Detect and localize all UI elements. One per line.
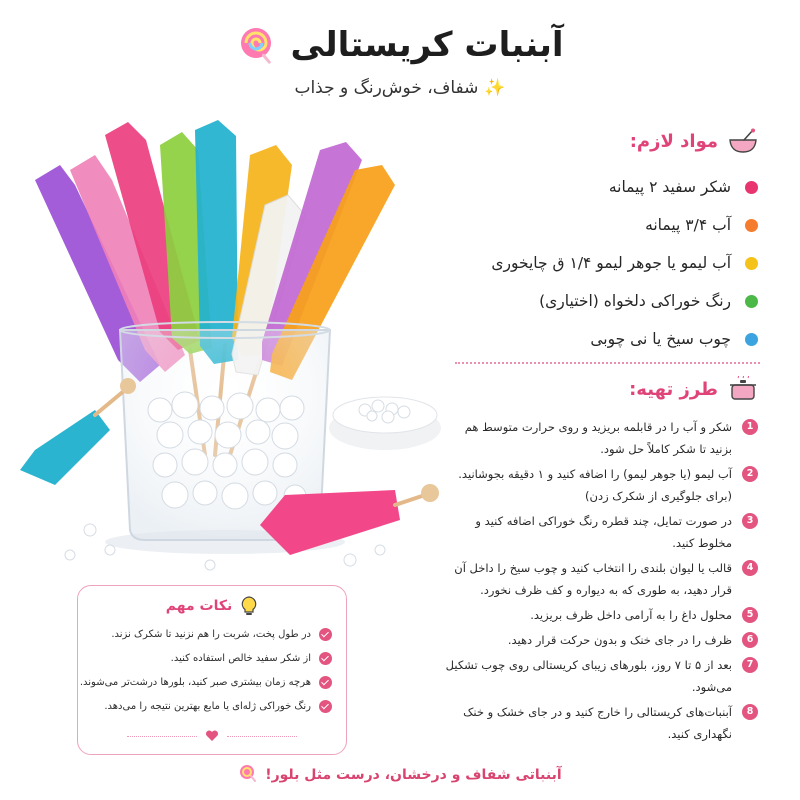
check-icon <box>319 652 332 665</box>
ingredient-label: شکر سفید ۲ پیمانه <box>608 178 731 196</box>
step-text: بعد از ۵ تا ۷ روز، بلورهای زیبای کریستالی روی چوب تشکیل می‌شود. <box>445 658 732 694</box>
cooking-pot-icon <box>728 376 758 402</box>
step-text: ظرف را در جای خنک و بدون حرکت قرار دهید. <box>507 633 732 647</box>
blue-crystal-stick <box>20 378 136 485</box>
list-item <box>440 463 758 507</box>
tips-title: نکات مهم <box>165 598 233 614</box>
list-item <box>87 694 332 718</box>
steps-list <box>440 416 758 748</box>
list-item <box>440 557 758 601</box>
page-subtitle <box>0 78 800 98</box>
step-text: در صورت تمایل، چند قطره رنگ خوراکی اضافه کنید و مخلوط کنید. <box>475 514 732 550</box>
bullet-dot <box>745 333 758 346</box>
footer-text: آبنباتی شفاف و درخشان، درست مثل بلور! <box>265 767 562 783</box>
heart-icon <box>205 730 219 742</box>
bullet-dot <box>745 295 758 308</box>
section-divider <box>455 362 760 364</box>
tips-footer-ornament <box>78 730 346 742</box>
tip-text: رنگ خوراکی ژله‌ای یا مایع بهترین نتیجه را می‌دهد. <box>104 700 311 712</box>
list-item <box>440 510 758 554</box>
steps-heading <box>629 376 758 402</box>
tips-heading <box>78 596 346 616</box>
ingredients-heading <box>630 128 758 154</box>
check-icon <box>319 700 332 713</box>
tip-text: در طول پخت، شربت را هم نزنید تا شکرک نزند. <box>111 628 311 640</box>
list-item <box>440 416 758 460</box>
page-header <box>0 20 800 70</box>
lightbulb-icon <box>240 596 258 616</box>
step-number-badge: 3 <box>742 513 758 529</box>
check-icon <box>319 628 332 641</box>
list-item <box>79 670 332 694</box>
list-item <box>87 646 332 670</box>
check-icon <box>319 676 332 689</box>
ingredient-label: آب لیمو یا جوهر لیمو ۱/۴ ق چایخوری <box>491 254 731 272</box>
step-number-badge: 5 <box>742 607 758 623</box>
list-item <box>438 282 758 320</box>
list-item <box>87 622 332 646</box>
list-item <box>438 168 758 206</box>
step-number-badge: 1 <box>742 419 758 435</box>
step-number-badge: 8 <box>742 704 758 720</box>
dotted-line <box>227 736 297 737</box>
tip-text: از شکر سفید خالص استفاده کنید. <box>170 652 311 664</box>
step-number-badge: 7 <box>742 657 758 673</box>
bullet-dot <box>745 257 758 270</box>
page-title: آبنبات کریستالی <box>290 25 564 65</box>
subtitle-text: شفاف، خوش‌رنگ و جذاب <box>294 78 479 98</box>
tips-list <box>79 622 332 718</box>
list-item <box>440 654 758 698</box>
page-footer <box>0 764 800 783</box>
lollipop-icon <box>236 25 276 65</box>
step-text: محلول داغ را به آرامی داخل ظرف بریزید. <box>530 608 732 622</box>
step-text: آبنبات‌های کریستالی را خارج کنید و در جای خشک و خنک نگهداری کنید. <box>463 705 732 741</box>
dotted-line <box>127 736 197 737</box>
ingredient-label: چوب سیخ یا نی چوبی <box>590 330 731 348</box>
list-item <box>438 206 758 244</box>
step-text: شکر و آب را در قابلمه بریزید و روی حرارت متوسط هم بزنید تا شکر کاملاً حل شود. <box>464 420 732 456</box>
list-item <box>438 244 758 282</box>
step-number-badge: 2 <box>742 466 758 482</box>
mixing-bowl-icon <box>728 128 758 154</box>
sparkles-icon: ✨ <box>484 78 506 98</box>
lollipop-icon <box>238 764 256 782</box>
step-number-badge: 4 <box>742 560 758 576</box>
step-number-badge: 6 <box>742 632 758 648</box>
rock-candy-illustration <box>0 110 450 580</box>
tips-card <box>77 585 347 755</box>
step-text: قالب یا لیوان بلندی را انتخاب کنید و چوب سیخ را داخل آن قرار دهید، به طوری که به دیواره و کف ظرف نخورد. <box>454 561 732 597</box>
list-item <box>440 701 758 745</box>
ingredient-label: رنگ خوراکی دلخواه (اختیاری) <box>539 292 731 310</box>
list-item <box>438 320 758 358</box>
ingredient-label: آب ۳/۴ پیمانه <box>645 216 731 234</box>
list-item <box>440 604 758 626</box>
bullet-dot <box>745 181 758 194</box>
list-item <box>440 629 758 651</box>
steps-title: طرز تهیه: <box>629 378 718 400</box>
bullet-dot <box>745 219 758 232</box>
ingredients-list <box>438 168 758 358</box>
step-text: آب لیمو (یا جوهر لیمو) را اضافه کنید و ۱ دقیقه بجوشانید. (برای جلوگیری از شکرک زدن) <box>458 467 732 503</box>
ingredients-title: مواد لازم: <box>629 130 718 152</box>
tip-text: هرچه زمان بیشتری صبر کنید، بلورها درشت‌تر می‌شوند. <box>79 676 311 688</box>
